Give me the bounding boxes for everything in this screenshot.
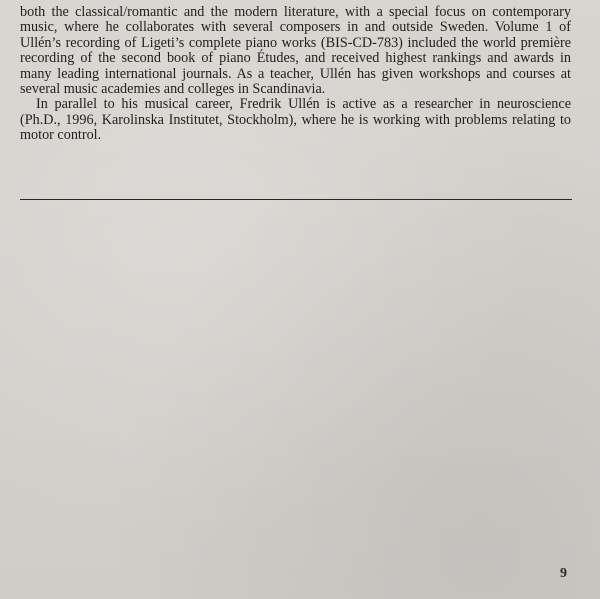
paragraph-career: both the classical/romantic and the modern literature, with a special focus on contemporary music, where he collaborates with several composers in and outside Sweden. Volume 1 of Ullén’s recording of Ligeti’s complete piano works (BIS-CD-783) included the world première recording of the second book of piano Études, and received highest rankings and awards in many leading international journals. As a teacher, Ullén has given workshops and courses at several music academies and colleges in Scandinavia. — [20, 4, 571, 98]
page-number: 9 — [560, 566, 567, 581]
body-text — [20, 5, 571, 144]
horizontal-rule — [20, 199, 572, 200]
paragraph-research: In parallel to his musical career, Fredrik Ullén is active as a researcher in neuroscience (Ph.D., 1996, Karolinska Institutet, Stockholm), where he is working with problems relating to motor control. — [20, 96, 571, 144]
